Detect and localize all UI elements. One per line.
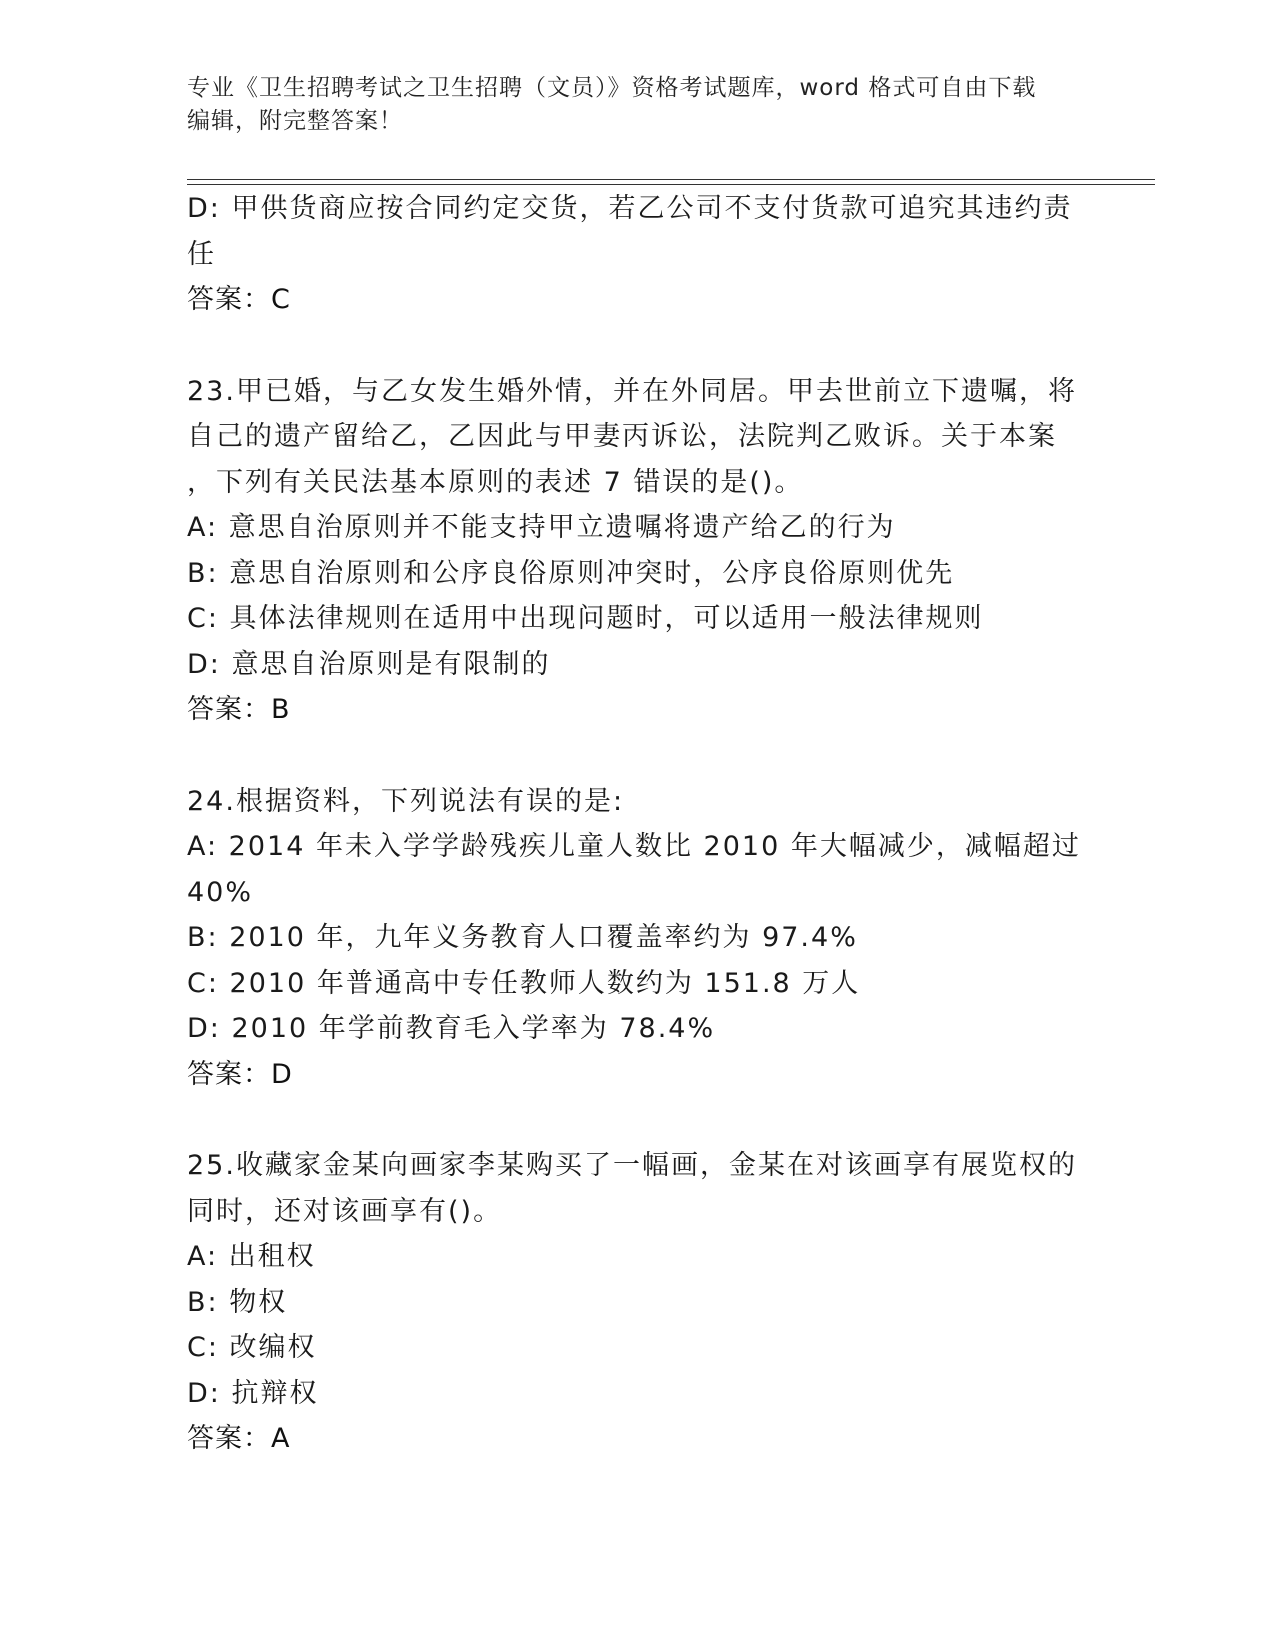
option-a: A: 2014 年未入学学龄残疾儿童人数比 2010 年大幅减少，减幅超过 bbox=[187, 831, 1081, 862]
previous-question-tail bbox=[187, 186, 1077, 323]
option-c: C: 改编权 bbox=[187, 1332, 317, 1363]
question-spacer bbox=[187, 1097, 1077, 1143]
header-divider-bottom bbox=[187, 184, 1155, 185]
document-header bbox=[187, 72, 1067, 138]
question-stem-continued: 自己的遗产留给乙，乙因此与甲妻丙诉讼，法院判乙败诉。关于本案 bbox=[187, 421, 1057, 452]
option-a: A: 出租权 bbox=[187, 1241, 316, 1272]
question-24 bbox=[187, 779, 1081, 1098]
option-b: B: 意思自治原则和公序良俗原则冲突时，公序良俗原则优先 bbox=[187, 557, 955, 589]
option-d: D: 意思自治原则是有限制的 bbox=[187, 648, 551, 680]
answer-line: 答案：A bbox=[187, 1423, 291, 1454]
question-spacer bbox=[187, 323, 1077, 369]
question-stem: 25.收藏家金某向画家李某购买了一幅画，金某在对该画享有展览权的 bbox=[187, 1150, 1077, 1181]
question-stem-continued: 同时，还对该画享有()。 bbox=[187, 1195, 503, 1227]
option-d: D: 抗辩权 bbox=[187, 1377, 319, 1409]
option-a-continued: 40% bbox=[187, 876, 254, 908]
question-25 bbox=[187, 1143, 1077, 1462]
answer-line: 答案：D bbox=[187, 1058, 293, 1090]
option-d: D: 甲供货商应按合同约定交货，若乙公司不支付货款可追究其违约责 bbox=[187, 193, 1073, 224]
option-b: B: 2010 年，九年义务教育人口覆盖率约为 97.4% bbox=[187, 922, 858, 953]
question-spacer bbox=[187, 733, 1077, 779]
header-line-1: 专业《卫生招聘考试之卫生招聘（文员）》资格考试题库，word 格式可自由下载 bbox=[187, 75, 1037, 101]
option-c: C: 2010 年普通高中专任教师人数约为 151.8 万人 bbox=[187, 967, 861, 999]
option-c: C: 具体法律规则在适用中出现问题时，可以适用一般法律规则 bbox=[187, 603, 984, 634]
question-stem: 24.根据资料，下列说法有误的是: bbox=[187, 785, 625, 817]
question-stem: 23.甲已婚，与乙女发生婚外情，并在外同居。甲去世前立下遗嘱，将 bbox=[187, 375, 1077, 407]
header-line-2: 编辑，附完整答案！ bbox=[187, 108, 403, 134]
answer-line: 答案：C bbox=[187, 284, 291, 315]
question-23 bbox=[187, 369, 1077, 733]
question-list bbox=[187, 186, 1081, 1462]
question-stem-continued: ，下列有关民法基本原则的表述 7 错误的是()。 bbox=[187, 466, 804, 498]
option-a: A: 意思自治原则并不能支持甲立遗嘱将遗产给乙的行为 bbox=[187, 512, 896, 543]
header-divider-top bbox=[187, 179, 1155, 180]
option-d: D: 2010 年学前教育毛入学率为 78.4% bbox=[187, 1013, 716, 1044]
option-d-continued: 任 bbox=[187, 238, 216, 270]
option-b: B: 物权 bbox=[187, 1286, 288, 1318]
answer-line: 答案：B bbox=[187, 694, 291, 725]
